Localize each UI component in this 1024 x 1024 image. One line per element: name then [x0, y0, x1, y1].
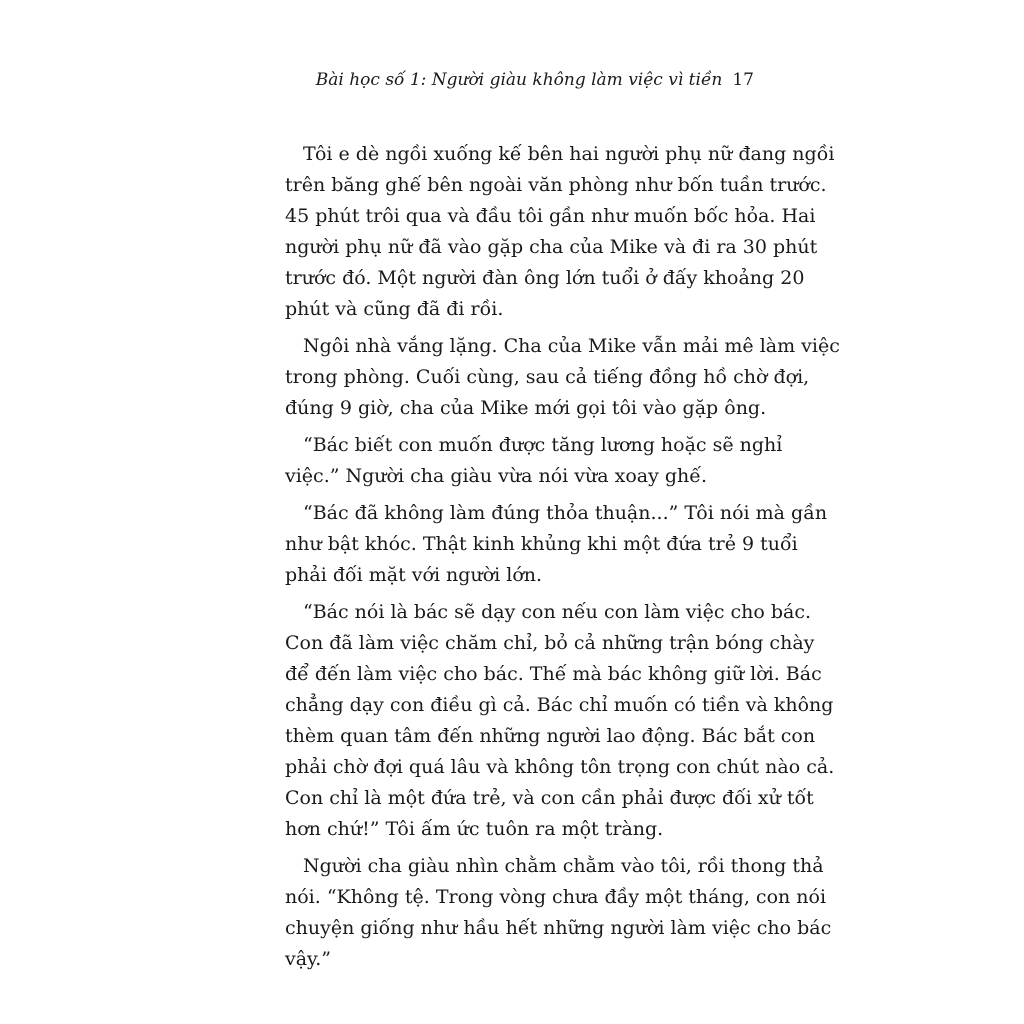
text-line: phút và cũng đã đi rồi. [285, 298, 504, 320]
paragraph [285, 139, 835, 325]
text-line: Tôi e dè ngồi xuống kế bên hai người phụ nữ đang ngồi [303, 143, 835, 165]
text-line: chuyện giống như hầu hết những người làm việc cho bác [285, 917, 832, 939]
chapter-title: Bài học số 1: Người giàu không làm việc vì tiền [315, 70, 723, 90]
text-line: đúng 9 giờ, cha của Mike mới gọi tôi vào gặp ông. [285, 397, 767, 419]
text-line: hơn chứ!” Tôi ấm ức tuôn ra một tràng. [285, 818, 664, 840]
text-line: phải chờ đợi quá lâu và không tôn trọng con chút nào cả. [285, 756, 835, 778]
body-text [285, 139, 840, 975]
text-line: “Bác biết con muốn được tăng lương hoặc sẽ nghỉ [303, 434, 783, 456]
text-line: Người cha giàu nhìn chằm chằm vào tôi, rồi thong thả [303, 855, 824, 877]
paragraph [285, 430, 783, 492]
text-line: người phụ nữ đã vào gặp cha của Mike và đi ra 30 phút [285, 236, 818, 258]
text-line: Ngôi nhà vắng lặng. Cha của Mike vẫn mải mê làm việc [303, 335, 840, 357]
running-header [316, 70, 754, 90]
text-line: như bật khóc. Thật kinh khủng khi một đứa trẻ 9 tuổi [285, 533, 798, 555]
paragraph [285, 498, 828, 591]
text-line: nói. “Không tệ. Trong vòng chưa đầy một tháng, con nói [285, 886, 827, 908]
text-line: Con đã làm việc chăm chỉ, bỏ cả những trận bóng chày [285, 632, 815, 654]
paragraph [285, 331, 840, 424]
text-line: 45 phút trôi qua và đầu tôi gần như muốn bốc hỏa. Hai [285, 205, 816, 227]
text-line: trên băng ghế bên ngoài văn phòng như bốn tuần trước. [285, 174, 827, 196]
text-line: “Bác nói là bác sẽ dạy con nếu con làm việc cho bác. [303, 601, 812, 623]
text-line: để đến làm việc cho bác. Thế mà bác không giữ lời. Bác [285, 663, 822, 685]
page-number: 17 [732, 70, 754, 90]
text-line: trong phòng. Cuối cùng, sau cả tiếng đồng hồ chờ đợi, [285, 366, 810, 388]
paragraph [285, 851, 832, 975]
text-line: vậy.” [285, 948, 332, 970]
text-line: trước đó. Một người đàn ông lớn tuổi ở đấy khoảng 20 [285, 267, 805, 289]
text-line: “Bác đã không làm đúng thỏa thuận...” Tôi nói mà gần [303, 502, 828, 524]
text-line: Con chỉ là một đứa trẻ, và con cần phải được đối xử tốt [285, 787, 814, 809]
text-line: chẳng dạy con điều gì cả. Bác chỉ muốn có tiền và không [285, 694, 834, 716]
paragraph [285, 597, 835, 845]
text-line: phải đối mặt với người lớn. [285, 564, 543, 586]
text-line: thèm quan tâm đến những người lao động. Bác bắt con [285, 725, 816, 747]
text-line: việc.” Người cha giàu vừa nói vừa xoay ghế. [285, 465, 708, 487]
